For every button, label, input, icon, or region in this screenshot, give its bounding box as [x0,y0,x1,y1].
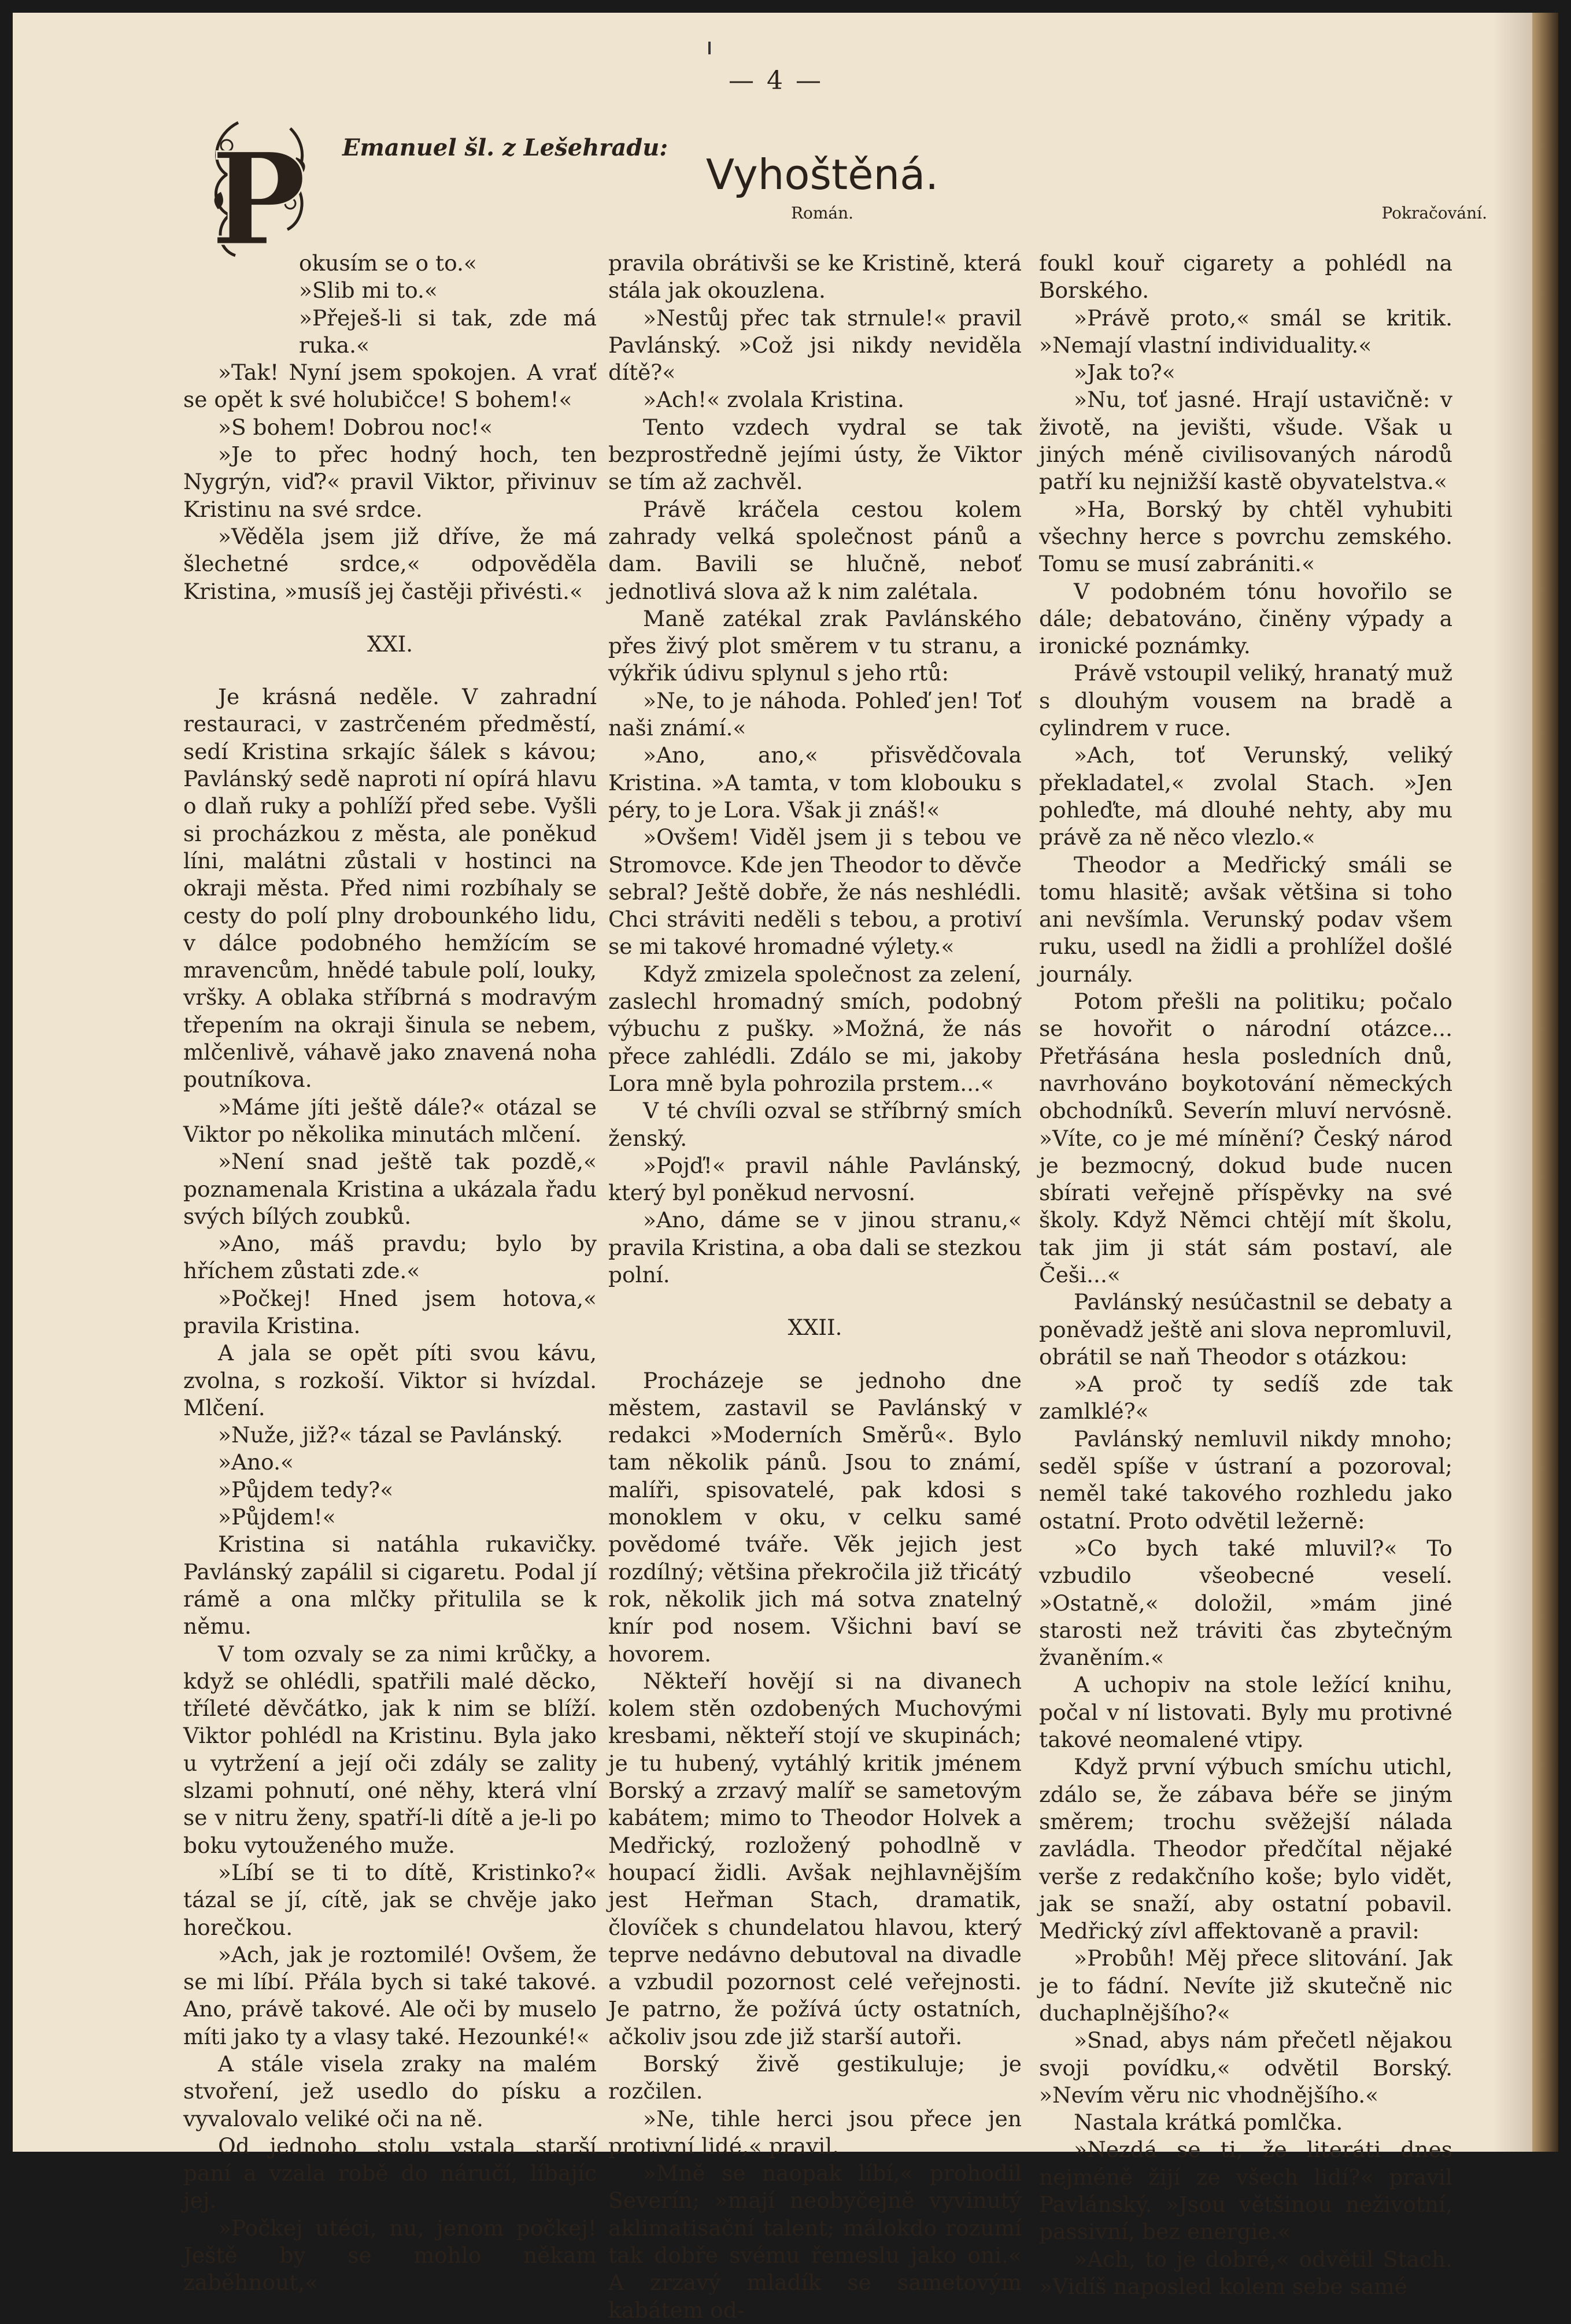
text-column-3 [1039,250,1452,2300]
paragraph: »Máme jíti ještě dále?« otázal se Viktor po několika minutách mlčení. [183,1094,597,1147]
paragraph: »Věděla jsem již dříve, že má šlechetné srdce,« odpověděla Kristina, »musíš jej častěji přivésti.« [183,523,597,604]
paragraph: Procházeje se jednoho dne městem, zastavil se Pavlánský v redakci »Moderních Směrů«. Bylo tam několik pánů. Jsou to známí, malíři, spisovatelé, pak kdosi s monoklem v oku, v celku samé povědomé tváře. Věk jejich jest rozdílný; většina překročila již třicátý rok, několik jich má sotva znatelný knír pod nosem. Všichni baví se hovorem. [608,1367,1022,1667]
paragraph: okusím se o to.« [299,250,477,276]
paragraph: Borský živě gestikuluje; je rozčilen. [608,2051,1022,2104]
paragraph: »Jak to?« [1074,360,1176,386]
paragraph: »Je to přec hodný hoch, ten Nygrýn, viď?« pravil Viktor, přivinuv Kristinu na své srdce. [183,442,597,522]
paragraph: Od jednoho stolu vstala starší paní a vzala robě do náručí, líbajíc jej. [183,2133,597,2214]
paragraph: Právě vstoupil veliký, hranatý muž s dlouhým vousem na bradě a cylindrem v ruce. [1039,660,1452,741]
paragraph: »Ach, jak je roztomilé! Ovšem, že se mi líbí. Přála bych si také takové. Ano, právě takové. Ale oči by muselo míti jako ty a vlasy také. Hezounké!« [183,1941,597,2049]
paragraph: A uchopiv na stole ležící knihu, počal v ní listovati. Byly mu protivné takové neomalené vtipy. [1039,1672,1452,1753]
paragraph: »Líbí se ti to dítě, Kristinko?« tázal se jí, cítě, jak se chvěje jako horečkou. [183,1859,597,1940]
paragraph: »Ovšem! Viděl jsem ji s tebou ve Stromovce. Kde jen Theodor to děvče sebral? Ještě dobře, že nás neshlédli. Chci stráviti neděli s tebou, a protiví se mi takové hromadné výlety.« [608,824,1022,960]
paragraph: »Ne, to je náhoda. Pohleď jen! Toť naši známí.« [608,687,1022,741]
author-byline: Emanuel šl. z Lešehradu: [342,134,668,161]
binding-shadow [1493,13,1532,2152]
paragraph: »Ano, máš pravdu; bylo by hříchem zůstati zde.« [183,1231,597,1284]
paragraph: »Ach, to je dobré,« odvětil Stach. »Vidíš naposled kolem sebe samé [1039,2246,1452,2299]
paragraph: »Nu, toť jasné. Hrají ustavičně: v životě, na jevišti, všude. Však u jiných méně civilisovaných národů patří ku nejnižší kastě obyvatelstva.« [1039,387,1452,495]
paragraph: Pavlánský nesúčastnil se debaty a poněvadž ještě ani slova nepromluvil, obrátil se naň Theodor s otázkou: [1039,1289,1452,1370]
page-edge [1532,13,1558,2152]
chapter-heading: XXI. [367,631,413,657]
paragraph: »Půjdem tedy?« [218,1476,394,1503]
paragraph: »Pojď!« pravil náhle Pavlánský, který byl poněkud nervosní. [608,1152,1022,1206]
chapter-heading: XXII. [788,1315,842,1341]
paragraph: »S bohem! Dobrou noc!« [218,414,493,440]
paragraph: Právě kráčela cestou kolem zahrady velká společnost pánů a dam. Bavili se hlučně, neboť jednotlivá slova až k nim zalétala. [608,496,1022,604]
paragraph: »Ano.« [218,1449,294,1475]
paragraph: »Ach!« zvolala Kristina. [643,387,904,413]
paragraph: »Počkej! Hned jsem hotova,« pravila Kristina. [183,1285,597,1338]
paragraph: »Právě proto,« smál se kritik. »Nemají vlastní individuality.« [1039,305,1452,358]
paragraph: Maně zatékal zrak Pavlánského přes živý plot směrem v tu stranu, a výkřik údivu splynul s jeho rtů: [608,605,1022,686]
paragraph: Když zmizela společnost za zelení, zaslechl hromadný smích, podobný výbuchu z pušky. »Možná, že nás přece zahlédli. Zdálo se mi, jakoby Lora mně byla pohrozila prstem...« [608,961,1022,1096]
paragraph: Pavlánský nemluvil nikdy mnoho; seděl spíše v ústraní a pozoroval; neměl také takového rozhledu jako ostatní. Proto odvětil ležerně: [1039,1426,1452,1534]
paragraph: »Nestůj přec tak strnule!« pravil Pavlánský. »Což jsi nikdy neviděla dítě?« [608,305,1022,386]
paragraph: »A proč ty sedíš zde tak zamlklé?« [1039,1371,1452,1424]
paragraph: »Přeješ-li si tak, zde má ruka.« [299,305,597,358]
paragraph: A jala se opět píti svou kávu, zvolna, s rozkoší. Viktor si hvízdal. Mlčení. [183,1340,597,1420]
paragraph: »Ha, Borský by chtěl vyhubiti všechny herce s povrchu zemského. Tomu se musí zabrániti.« [1039,496,1452,577]
initial-letter: P [210,124,306,274]
newspaper-page [13,13,1532,2323]
paragraph: »Ano, dáme se v jinou stranu,« pravila Kristina, a oba dali se stezkou polní. [608,1207,1022,1287]
paragraph: V podobném tónu hovořilo se dále; debatováno, činěny výpady a ironické poznámky. [1039,578,1452,659]
paragraph: Tento vzdech vydral se tak bezprostředně jejími ústy, že Viktor se tím až zachvěl. [608,414,1022,495]
paragraph: pravila obrátivši se ke Kristině, která stála jak okouzlena. [608,250,1022,304]
paragraph: »Slib mi to.« [299,277,438,304]
paragraph: »Probůh! Měj přece slitování. Jak je to fádní. Nevíte již skutečně nic duchaplnějšího?« [1039,1945,1452,2026]
paragraph: »Ach, toť Verunský, veliký překladatel,« zvolal Stach. »Jen pohleďte, má dlouhé nehty, aby mu právě za ně něco vlezlo.« [1039,742,1452,850]
paragraph: Když první výbuch smíchu utichl, zdálo se, že zábava béře se jiným směrem; trochu svěžejší nálada zavládla. Theodor předčítal nějaké verše z redakčního koše; bylo vidět, jak se snaží, aby ostatní pobavil. Medřický zívl affektovaně a pravil: [1039,1754,1452,1944]
paragraph: V tom ozvaly se za nimi krůčky, a když se ohlédli, spatřili malé děcko, tříleté děvčátko, jak k nim se blíží. Viktor pohlédl na Kristinu. Byla jako u vytržení a její oči zdály se zality slzami pohnutí, oné něhy, která vlní se v nitru ženy, spatří-li dítě a je-li po boku vytouženého muže. [183,1641,597,1858]
text-column-2 [608,250,1022,2324]
page-number: — 4 — [729,66,823,95]
paragraph: »Půjdem!« [218,1504,336,1530]
paragraph: Theodor a Medřický smáli se tomu hlasitě; avšak většina si toho ani nevšímla. Verunský podav všem ruku, usedl na židli a prohlížel došlé journály. [1039,852,1452,987]
genre-label: Román. [790,203,854,223]
paragraph: Potom přešli na politiku; počalo se hovořit o národní otázce... Přetřásána hesla posledních dnů, navrhováno boykotování německých obchodníků. Severín mluví nervósně. »Víte, co je mé mínění? Český národ je bezmocný, dokud bude nucen sbírati veřejně příspěvky na své školy. Když Němci chtějí mít školu, tak jim ji stát sám postaví, ale Češi...« [1039,989,1452,1287]
paragraph: A stále visela zraky na malém stvoření, jež usedlo do písku a vyvalovalo veliké oči na ně. [183,2051,597,2131]
paragraph: »Snad, abys nám přečetl nějakou svoji povídku,« odvětil Borský. »Nevím věru nic vhodnějšího.« [1039,2027,1452,2108]
ink-mark [708,42,711,54]
paragraph: Kristina si natáhla rukavičky. Pavlánský zapálil si cigaretu. Podal jí rámě a ona mlčky přitulila se k němu. [183,1531,597,1640]
paragraph: »Co bych také mluvil?« To vzbudilo všeobecné veselí. »Ostatně,« doložil, »mám jiné starosti než tráviti čas zbytečným žvaněním.« [1039,1535,1452,1671]
paragraph: Je krásná neděle. V zahradní restauraci, v zastrčeném předměstí, sedí Kristina srkajíc šálek s kávou; Pavlánský sedě naproti ní opírá hlavu o dlaň ruky a pohlíží před sebe. Vyšli si procházkou z města, ale poněkud líni, malátni zůstali v hostinci na okraji města. Před nimi rozbíhaly se cesty do polí plny drobounkého lidu, v dálce podobného hemžícím se mravencům, hnědé tabule polí, louky, vršky. A oblaka stříbrná s modravým třepením na okraji šinula se nebem, mlčenlivě, váhavě jako znavená noha poutníkova. [183,684,597,1093]
paragraph: Někteří hovějí si na divanech kolem stěn ozdobených Muchovými kresbami, někteří stojí ve skupinách; je tu hubený, vytáhlý kritik jménem Borský a zrzavý malíř se sametovým kabátem; mimo to Theodor Holvek a Medřický, rozložený pohodlně v houpací židli. Avšak nejhlavnějším jest Heřman Stach, dramatik, človíček s chundelatou hlavou, který teprve nedávno debutoval na divadle a vzbudil pozornost celé veřejnosti. Je patrno, že požívá úcty ostatních, ačkoliv jsou zde již starší autoři. [608,1668,1022,2049]
paragraph: »Ano, ano,« přisvědčovala Kristina. »A tamta, v tom klobouku s péry, to je Lora. Však ji znáš!« [608,742,1022,823]
article-title: Vyhoštěná. [705,150,939,199]
paragraph: »Tak! Nyní jsem spokojen. A vrať se opět k své holubičce! S bohem!« [183,360,597,413]
paragraph: »Nezdá se ti, že literáti dnes nejméně žijí ze všech lidí?« pravil Pavlánský. »Jsou většinou neživotní, passivní, bez energie.« [1039,2137,1452,2245]
paragraph: »Počkej utéci, nu, jenom počkej! Ještě by se mohlo někam zaběhnout,« [183,2215,597,2296]
paragraph: »Není snad ještě tak pozdě,« poznamenala Kristina a ukázala řadu svých bílých zoubků. [183,1149,597,1229]
paragraph: V té chvíli ozval se stříbrný smích ženský. [608,1098,1022,1151]
continued-label: Pokračování. [1381,203,1487,223]
paragraph: »Mně se naopak líbí,« prohodil Severín; »mají neobyčejně vyvinutý aklimatisační talent; málokdo rozumí tak dobře svému řemeslu jako oni.« A zrzavý mladík se sametovým kabátem od- [608,2160,1022,2323]
paragraph: »Ne, tihle herci jsou přece jen protivní lidé,« pravil. [608,2105,1022,2159]
paragraph: Nastala krátká pomlčka. [1074,2110,1343,2136]
paragraph: »Nuže, již?« tázal se Pavlánský. [218,1422,563,1448]
text-column-1 [183,250,597,2297]
paragraph: foukl kouř cigarety a pohlédl na Borského. [1039,250,1452,304]
